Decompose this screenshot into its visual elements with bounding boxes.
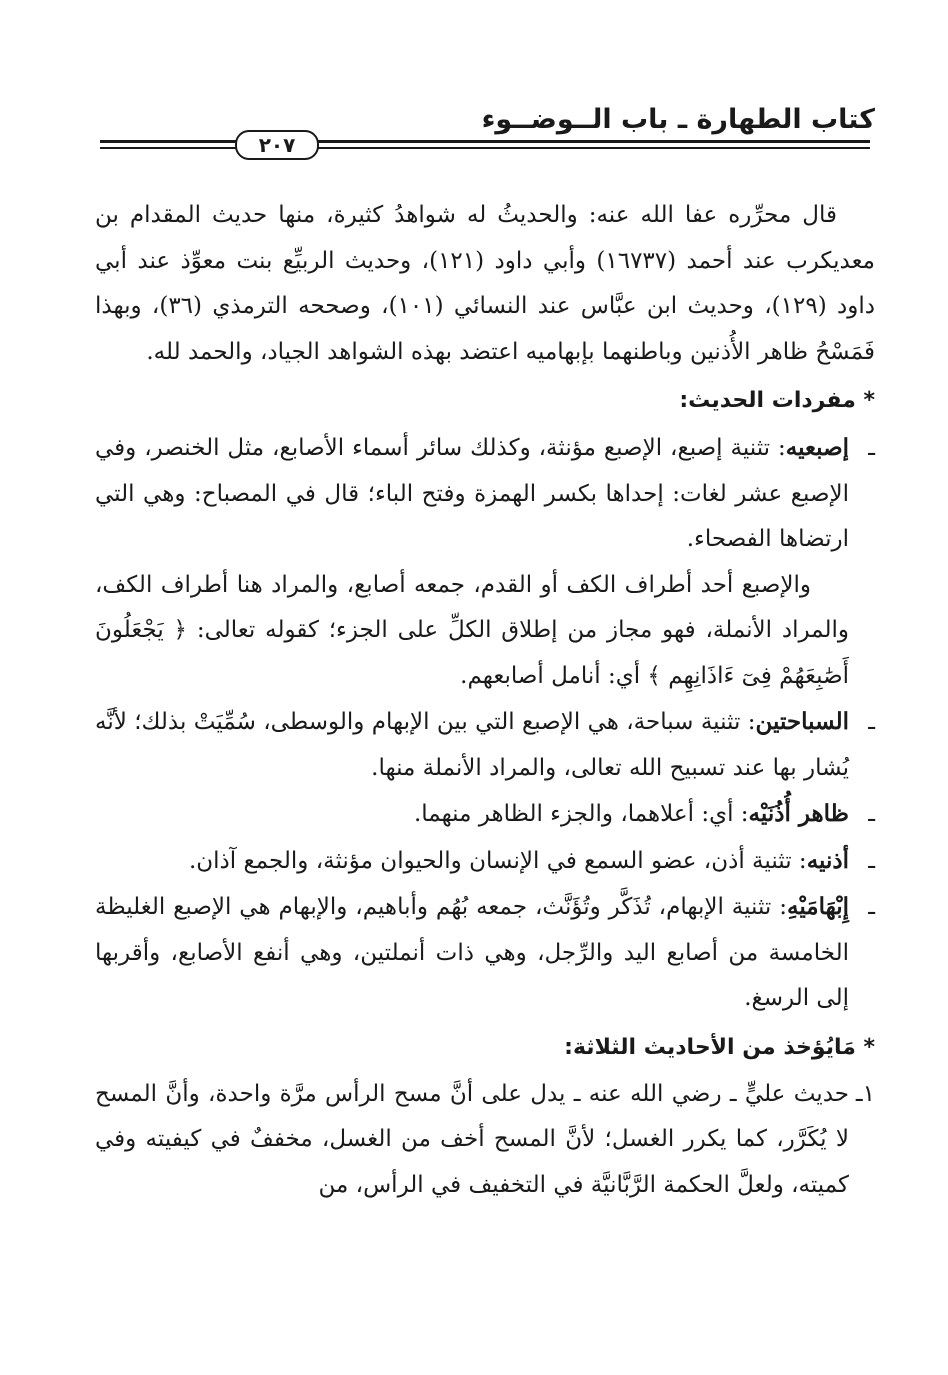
entry-dash: ـ bbox=[868, 435, 875, 461]
page-body bbox=[95, 193, 875, 1208]
entry-dash: ـ bbox=[868, 894, 875, 920]
vocab-entry-zahir-udhunayh bbox=[95, 791, 875, 838]
vocab-entry-isbaayhi bbox=[95, 425, 875, 563]
vocab-entry-isbaa-continued bbox=[95, 563, 875, 700]
running-header-title: كتاب الطهارة ـ باب الــوضــوء bbox=[481, 104, 875, 135]
lesson-item bbox=[95, 1072, 875, 1209]
vocab-heading: * مفردات الحديث: bbox=[679, 388, 875, 413]
vocab-term: إِبْهَامَيْهِ bbox=[787, 893, 849, 920]
vocab-definition: : تثنية أذن، عضو السمع في الإنسان والحيوان مؤنثة، والجمع آذان. bbox=[188, 847, 807, 874]
header-rule bbox=[100, 134, 870, 156]
intro-paragraph: قال محرِّره عفا الله عنه: والحديثُ له شواهدُ كثيرة، منها حديث المقدام بن معديكرب عند أحمد (١٦٧٣٧) وأبي داود (١٢١)، وحديث الربيِّع بنت معوِّذ عند أبي داود (١٢٩)، وحديث ابن عبَّاس عند النسائي (١٠١)، وصححه الترمذي (٣٦)، وبهذا فَمَسْحُ ظاهر الأُذنين وباطنهما بإبهاميه اعتضد بهذه الشواهد الجياد، والحمد لله. bbox=[95, 202, 876, 365]
lessons-heading: * مَايُؤخذ من الأحاديث الثلاثة: bbox=[564, 1034, 875, 1060]
vocab-definition: : تثنية الإبهام، تُذَكَّر وتُؤَنَّث، جمعه بُهُم وأباهيم، والإبهام هي الإصبع الغليظة الخامسة من أصابع اليد والرِّجل، وهي ذات أنملتين، وهي أنفع الأصابع، وأقربها إلى الرسغ. bbox=[95, 894, 849, 1011]
header-rule-thick-line bbox=[100, 140, 870, 143]
vocab-term: السباحتين bbox=[755, 708, 849, 735]
vocab-term: إصبعيه bbox=[785, 434, 849, 461]
vocab-entry-udhunayh bbox=[95, 838, 875, 885]
vocab-entry-sabbahatayn bbox=[95, 699, 875, 791]
page-number: ٢٠٧ bbox=[235, 130, 319, 160]
lesson-number: ١ـ bbox=[855, 1080, 875, 1107]
vocab-definition: والإصبع أحد أطراف الكف أو القدم، جمعه أصابع، والمراد هنا أطراف الكف، والمراد الأنملة، فهو مجاز من إطلاق الكلِّ على الجزء؛ كقوله تعالى: ﴿ يَجْعَلُونَ أَصَٰبِعَهُمْ فِىٓ ءَاذَانِهِم ﴾ أي: أنامل أصابعهم. bbox=[95, 571, 849, 689]
entry-dash: ـ bbox=[868, 709, 875, 735]
lesson-text: حديث عليٍّ ـ رضي الله عنه ـ يدل على أنَّ مسح الرأس مرَّة واحدة، وأنَّ المسح لا يُكَرَّر، كما يكرر الغسل؛ لأنَّ المسح أخف من الغسل، مخففٌ في كيفيته وفي كميته، ولعلَّ الحكمة الرَّبَّانيَّة في التخفيف في الرأس، من bbox=[95, 1080, 849, 1198]
book-page bbox=[95, 98, 875, 1338]
vocab-definition: : تثنية سباحة، هي الإصبع التي بين الإبهام والوسطى، سُمِّيَتْ بذلك؛ لأنَّه يُشار بها عند تسبيح الله تعالى، والمراد الأنملة منها. bbox=[95, 709, 849, 781]
vocab-term: أذنيه bbox=[806, 846, 849, 874]
vocab-term: ظاهر أُذُنَيْه bbox=[748, 800, 849, 827]
vocab-definition: : تثنية إصبع، الإصبع مؤنثة، وكذلك سائر أسماء الأصابع، مثل الخنصر، وفي الإصبع عشر لغات: إحداها بكسر الهمزة وفتح الباء؛ قال في المصباح: وهي التي ارتضاها الفصحاء. bbox=[95, 435, 849, 552]
entry-dash: ـ bbox=[868, 801, 875, 827]
vocab-definition: : أي: أعلاهما، والجزء الظاهر منهما. bbox=[413, 801, 749, 827]
entry-dash: ـ bbox=[868, 847, 875, 874]
vocab-entry-ibhamayh bbox=[95, 884, 875, 1022]
header-rule-thin-line bbox=[100, 147, 870, 149]
